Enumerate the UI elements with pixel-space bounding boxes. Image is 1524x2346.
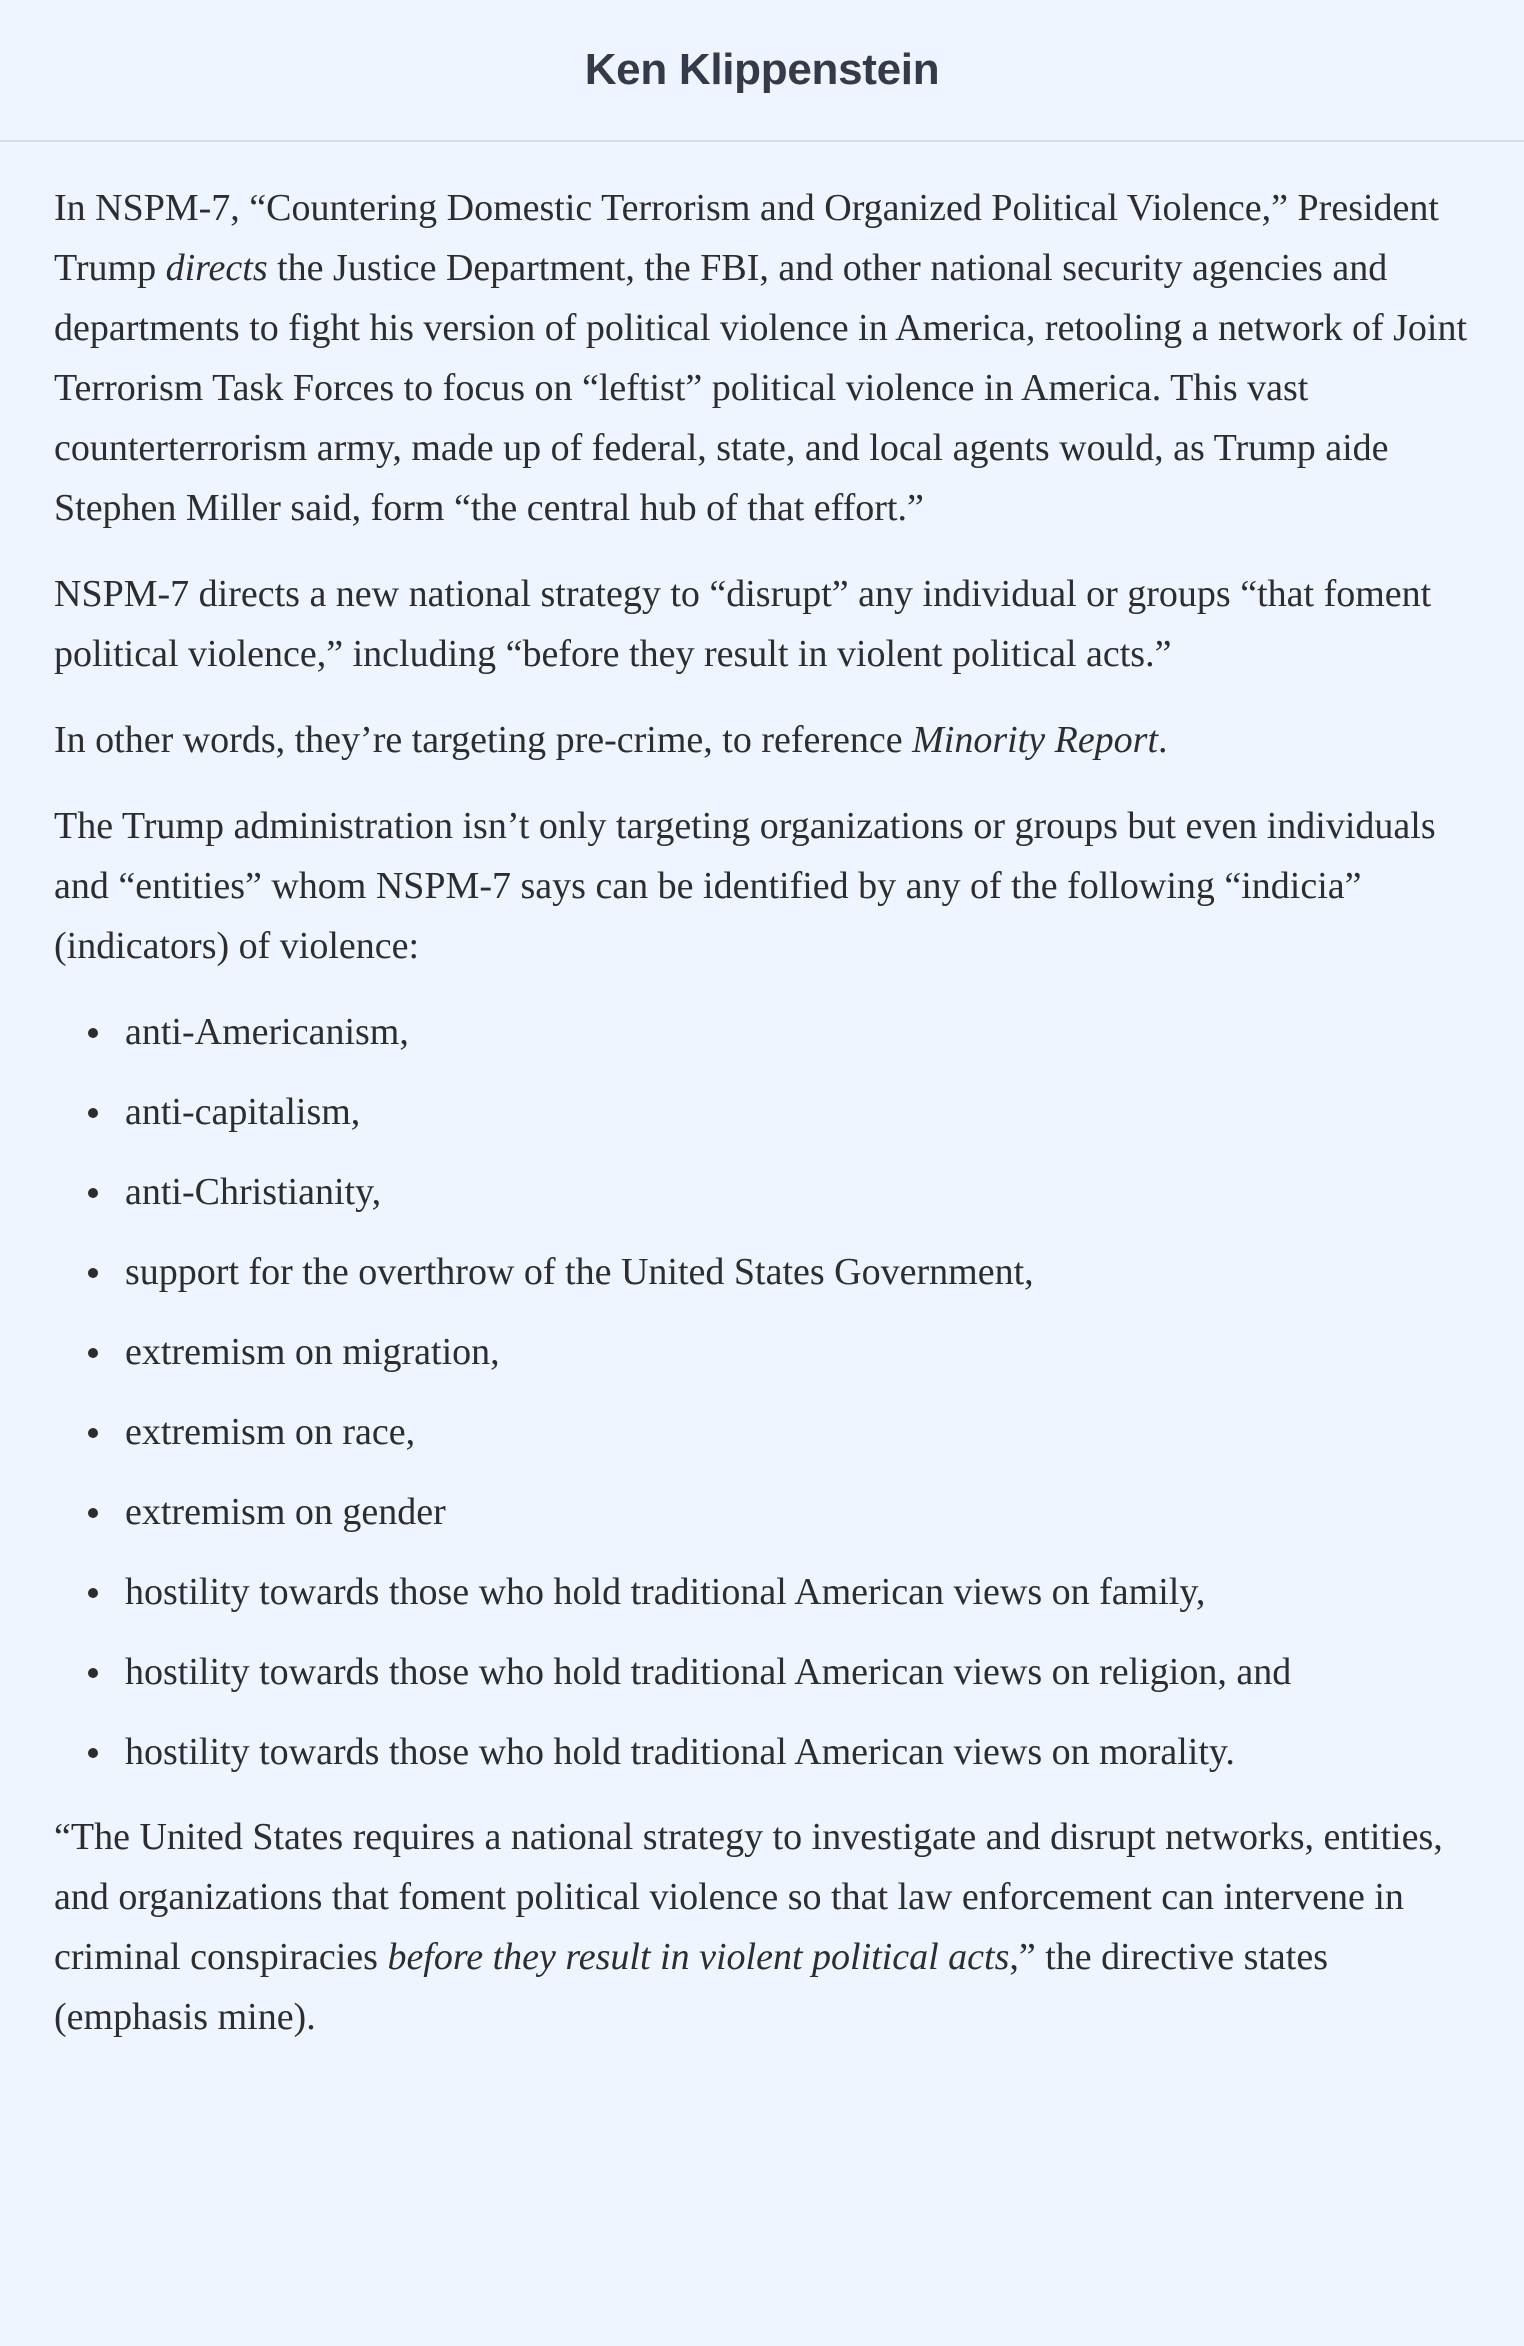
author-name[interactable]: Ken Klippenstein [584, 45, 940, 94]
list-item-text: anti-Americanism, [125, 1011, 409, 1053]
paragraph-intro-text-b: the Justice Department, the FBI, and other national security agencies and departments to fight his version of political violence in America, retooling a network of Joint Terrorism Task Forces to focus on “leftist” political violence in America. This vast counterterrorism army, made up of federal, state, and local agents would, as Trump aide Stephen Miller said, form “the central hub of that effort.” [54, 247, 1468, 529]
paragraph-directive-emphasis: before they result in violent political acts [387, 1936, 1010, 1978]
list-item-text: hostility towards those who hold traditional American views on religion, and [125, 1651, 1292, 1693]
list-item-text: hostility towards those who hold traditional American views on morality. [125, 1731, 1235, 1773]
list-item [125, 1482, 1471, 1542]
list-item [125, 1322, 1471, 1382]
paragraph-directive-quote [54, 1807, 1471, 2047]
paragraph-intro-text-a: In NSPM-7, “Countering Domestic Terrorism and Organized Political Violence,” President Trump [54, 187, 1439, 289]
bullet-icon [88, 1108, 98, 1118]
list-item-text: extremism on gender [125, 1491, 446, 1533]
paragraph-precrime [54, 710, 1471, 770]
indicia-list [54, 1002, 1471, 1782]
article-body [0, 142, 1524, 2047]
paragraph-intro-emphasis: directs [165, 247, 268, 289]
bullet-icon [88, 1588, 98, 1598]
bullet-icon [88, 1428, 98, 1438]
bullet-icon [88, 1188, 98, 1198]
bullet-icon [88, 1668, 98, 1678]
list-item-text: extremism on migration, [125, 1331, 500, 1373]
list-item [125, 1242, 1471, 1302]
bullet-icon [88, 1748, 98, 1758]
list-item-text: extremism on race, [125, 1411, 416, 1453]
list-item-text: anti-Christianity, [125, 1171, 382, 1213]
bullet-icon [88, 1028, 98, 1038]
list-item [125, 1162, 1471, 1222]
bullet-icon [88, 1268, 98, 1278]
paragraph-precrime-emphasis: Minority Report [912, 719, 1159, 761]
list-item [125, 1562, 1471, 1622]
bullet-icon [88, 1508, 98, 1518]
page-header [0, 0, 1524, 142]
list-item [125, 1642, 1471, 1702]
list-item-text: anti-capitalism, [125, 1091, 361, 1133]
list-item-text: hostility towards those who hold traditional American views on family, [125, 1571, 1206, 1613]
paragraph-precrime-text-a: In other words, they’re targeting pre-crime, to reference [54, 719, 913, 761]
paragraph-strategy: NSPM-7 directs a new national strategy to “disrupt” any individual or groups “that foment political violence,” including “before they result in violent political acts.” [54, 573, 1432, 675]
paragraph-directive-text-a: “The United States requires a national strategy to investigate and disrupt networks, entities, and organizations that foment political violence so that law enforcement can intervene in criminal conspiracies [54, 1816, 1443, 1978]
paragraph-precrime-text-b: . [1158, 719, 1168, 761]
bullet-icon [88, 1348, 98, 1358]
list-item [125, 1722, 1471, 1782]
list-item [125, 1002, 1471, 1062]
paragraph-directive-text-b: ,” the directive states (emphasis mine). [54, 1936, 1329, 2038]
paragraph-intro [54, 178, 1471, 538]
paragraph-indicia-intro: The Trump administration isn’t only targeting organizations or groups but even individuals and “entities” whom NSPM-7 says can be identified by any of the following “indicia” (indicators) of violence: [54, 805, 1436, 967]
list-item-text: support for the overthrow of the United States Government, [125, 1251, 1034, 1293]
list-item [125, 1402, 1471, 1462]
list-item [125, 1082, 1471, 1142]
